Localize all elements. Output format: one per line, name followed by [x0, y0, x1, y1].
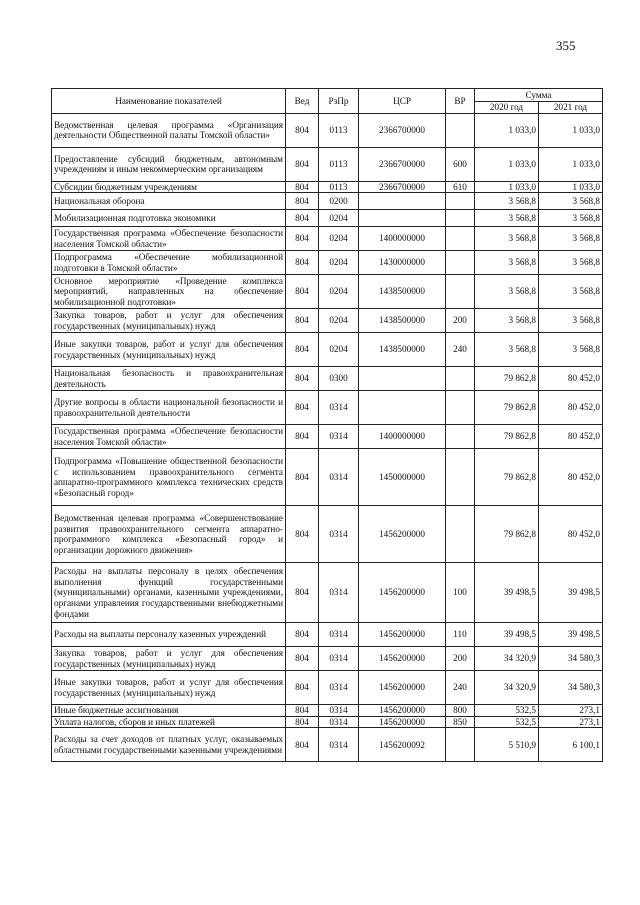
cell-2020: 79 862,8 — [475, 425, 539, 449]
cell-name: Национальная безопасность и правоохранительная деятельность — [52, 367, 286, 391]
cell-csr: 1400000000 — [359, 227, 446, 251]
cell-2021: 80 452,0 — [539, 506, 603, 563]
table-body — [52, 113, 603, 762]
cell-vr: 850 — [446, 716, 475, 728]
cell-2021: 1 033,0 — [539, 181, 603, 193]
cell-vr — [446, 391, 475, 425]
cell-name: Основное мероприятие «Проведение комплекса мероприятий, направленных на обеспечение мобилизационной подготовки» — [52, 275, 286, 309]
budget-table — [51, 88, 603, 762]
cell-csr: 1450000000 — [359, 449, 446, 506]
cell-name: Государственная программа «Обеспечение безопасности населения Томской области» — [52, 227, 286, 251]
header-sum: Сумма — [475, 89, 603, 102]
cell-name: Предоставление субсидий бюджетным, автономным учреждениям и иным некоммерческим организациям — [52, 147, 286, 181]
cell-csr: 1456200000 — [359, 506, 446, 563]
cell-name: Другие вопросы в области национальной безопасности и правоохранительной деятельности — [52, 391, 286, 425]
cell-rzpr: 0314 — [319, 506, 359, 563]
cell-rzpr: 0314 — [319, 391, 359, 425]
table-row — [52, 147, 603, 181]
table-row — [52, 425, 603, 449]
cell-rzpr: 0204 — [319, 309, 359, 333]
cell-ved: 804 — [286, 275, 319, 309]
cell-2020: 79 862,8 — [475, 367, 539, 391]
table-row — [52, 333, 603, 367]
cell-2021: 3 568,8 — [539, 193, 603, 210]
cell-vr: 240 — [446, 671, 475, 705]
cell-csr: 1456200000 — [359, 671, 446, 705]
header-year-2021: 2021 год — [539, 102, 603, 114]
cell-ved: 804 — [286, 425, 319, 449]
header-vr: ВР — [446, 89, 475, 114]
cell-ved: 804 — [286, 181, 319, 193]
cell-2021: 273,1 — [539, 705, 603, 717]
table-row — [52, 309, 603, 333]
table-row — [52, 113, 603, 147]
cell-rzpr: 0204 — [319, 275, 359, 309]
cell-rzpr: 0113 — [319, 181, 359, 193]
cell-2020: 34 320,9 — [475, 647, 539, 671]
cell-name: Иные закупки товаров, работ и услуг для обеспечения государственных (муниципальных) нужд — [52, 671, 286, 705]
table-row — [52, 193, 603, 210]
cell-vr — [446, 506, 475, 563]
header-ved: Вед — [286, 89, 319, 114]
table-row — [52, 181, 603, 193]
cell-vr — [446, 449, 475, 506]
cell-2020: 3 568,8 — [475, 193, 539, 210]
cell-vr: 110 — [446, 623, 475, 647]
cell-ved: 804 — [286, 623, 319, 647]
cell-csr — [359, 391, 446, 425]
cell-name: Закупка товаров, работ и услуг для обеспечения государственных (муниципальных) нужд — [52, 647, 286, 671]
cell-csr: 1438500000 — [359, 333, 446, 367]
table-row — [52, 671, 603, 705]
cell-vr — [446, 275, 475, 309]
cell-2020: 79 862,8 — [475, 506, 539, 563]
cell-2021: 34 580,3 — [539, 647, 603, 671]
table-row — [52, 275, 603, 309]
cell-vr — [446, 193, 475, 210]
cell-name: Государственная программа «Обеспечение безопасности населения Томской области» — [52, 425, 286, 449]
table-row — [52, 647, 603, 671]
cell-rzpr: 0314 — [319, 671, 359, 705]
cell-csr: 1456200000 — [359, 563, 446, 623]
cell-rzpr: 0314 — [319, 716, 359, 728]
cell-ved: 804 — [286, 728, 319, 762]
cell-csr — [359, 367, 446, 391]
cell-csr: 1456200092 — [359, 728, 446, 762]
cell-name: Подпрограмма «Обеспечение мобилизационной подготовки в Томской области» — [52, 251, 286, 275]
cell-name: Субсидии бюджетным учреждениям — [52, 181, 286, 193]
cell-2021: 1 033,0 — [539, 147, 603, 181]
cell-name: Расходы на выплаты персоналу казенных учреждений — [52, 623, 286, 647]
cell-2020: 39 498,5 — [475, 623, 539, 647]
cell-2020: 5 510,9 — [475, 728, 539, 762]
cell-2021: 39 498,5 — [539, 623, 603, 647]
cell-name: Расходы за счет доходов от платных услуг, оказываемых областными государственными казенными учреждениями — [52, 728, 286, 762]
cell-ved: 804 — [286, 449, 319, 506]
cell-2021: 80 452,0 — [539, 367, 603, 391]
cell-ved: 804 — [286, 113, 319, 147]
cell-csr: 1438500000 — [359, 309, 446, 333]
cell-ved: 804 — [286, 647, 319, 671]
cell-name: Мобилизационная подготовка экономики — [52, 210, 286, 227]
cell-2020: 3 568,8 — [475, 251, 539, 275]
cell-ved: 804 — [286, 333, 319, 367]
cell-ved: 804 — [286, 251, 319, 275]
cell-rzpr: 0314 — [319, 728, 359, 762]
cell-vr: 100 — [446, 563, 475, 623]
cell-2020: 79 862,8 — [475, 449, 539, 506]
cell-vr: 240 — [446, 333, 475, 367]
cell-2020: 532,5 — [475, 705, 539, 717]
cell-2021: 80 452,0 — [539, 449, 603, 506]
cell-name: Уплата налогов, сборов и иных платежей — [52, 716, 286, 728]
cell-2020: 3 568,8 — [475, 333, 539, 367]
cell-rzpr: 0314 — [319, 563, 359, 623]
table-row — [52, 210, 603, 227]
cell-rzpr: 0113 — [319, 147, 359, 181]
cell-2021: 80 452,0 — [539, 391, 603, 425]
cell-ved: 804 — [286, 193, 319, 210]
cell-2020: 79 862,8 — [475, 391, 539, 425]
table-row — [52, 227, 603, 251]
cell-rzpr: 0204 — [319, 251, 359, 275]
cell-2021: 6 100,1 — [539, 728, 603, 762]
cell-name: Ведомственная целевая программа «Организация деятельности Общественной палаты Томской области» — [52, 113, 286, 147]
table-row — [52, 449, 603, 506]
cell-name: Иные закупки товаров, работ и услуг для обеспечения государственных (муниципальных) нужд — [52, 333, 286, 367]
header-year-2020: 2020 год — [475, 102, 539, 114]
cell-2020: 3 568,8 — [475, 210, 539, 227]
cell-csr: 2366700000 — [359, 113, 446, 147]
cell-rzpr: 0200 — [319, 193, 359, 210]
cell-2020: 3 568,8 — [475, 275, 539, 309]
cell-rzpr: 0113 — [319, 113, 359, 147]
cell-2021: 3 568,8 — [539, 333, 603, 367]
cell-ved: 804 — [286, 391, 319, 425]
cell-2020: 1 033,0 — [475, 181, 539, 193]
table-row — [52, 705, 603, 717]
cell-rzpr: 0314 — [319, 647, 359, 671]
cell-2021: 1 033,0 — [539, 113, 603, 147]
cell-ved: 804 — [286, 506, 319, 563]
cell-2020: 3 568,8 — [475, 227, 539, 251]
table-row — [52, 391, 603, 425]
cell-csr: 2366700000 — [359, 181, 446, 193]
cell-vr: 600 — [446, 147, 475, 181]
cell-2020: 532,5 — [475, 716, 539, 728]
cell-vr — [446, 425, 475, 449]
cell-name: Закупка товаров, работ и услуг для обеспечения государственных (муниципальных) нужд — [52, 309, 286, 333]
cell-vr — [446, 227, 475, 251]
table-row — [52, 623, 603, 647]
table-row — [52, 251, 603, 275]
cell-vr — [446, 251, 475, 275]
cell-2021: 3 568,8 — [539, 309, 603, 333]
cell-csr: 1456200000 — [359, 623, 446, 647]
cell-ved: 804 — [286, 227, 319, 251]
header-name: Наименование показателей — [52, 89, 286, 114]
cell-2021: 39 498,5 — [539, 563, 603, 623]
cell-2021: 3 568,8 — [539, 227, 603, 251]
cell-rzpr: 0314 — [319, 449, 359, 506]
cell-csr — [359, 193, 446, 210]
cell-csr: 1438500000 — [359, 275, 446, 309]
cell-vr — [446, 728, 475, 762]
cell-csr: 1456200000 — [359, 716, 446, 728]
cell-rzpr: 0204 — [319, 333, 359, 367]
cell-2020: 34 320,9 — [475, 671, 539, 705]
cell-rzpr: 0314 — [319, 705, 359, 717]
cell-vr: 200 — [446, 309, 475, 333]
cell-ved: 804 — [286, 367, 319, 391]
cell-2021: 3 568,8 — [539, 210, 603, 227]
cell-2020: 1 033,0 — [475, 147, 539, 181]
cell-csr — [359, 210, 446, 227]
cell-vr — [446, 367, 475, 391]
cell-2021: 3 568,8 — [539, 251, 603, 275]
cell-ved: 804 — [286, 671, 319, 705]
cell-ved: 804 — [286, 210, 319, 227]
cell-2021: 80 452,0 — [539, 425, 603, 449]
cell-rzpr: 0204 — [319, 210, 359, 227]
cell-rzpr: 0314 — [319, 425, 359, 449]
cell-ved: 804 — [286, 716, 319, 728]
page-number: 355 — [556, 38, 576, 53]
cell-csr: 1456200000 — [359, 705, 446, 717]
table-row — [52, 367, 603, 391]
cell-2020: 3 568,8 — [475, 309, 539, 333]
cell-2021: 34 580,3 — [539, 671, 603, 705]
cell-vr — [446, 113, 475, 147]
table-row — [52, 506, 603, 563]
header-csr: ЦСР — [359, 89, 446, 114]
cell-csr: 1456200000 — [359, 647, 446, 671]
header-rzpr: РзПр — [319, 89, 359, 114]
cell-csr: 1430000000 — [359, 251, 446, 275]
cell-vr: 200 — [446, 647, 475, 671]
cell-ved: 804 — [286, 147, 319, 181]
cell-vr: 800 — [446, 705, 475, 717]
cell-ved: 804 — [286, 309, 319, 333]
table-row — [52, 563, 603, 623]
cell-vr — [446, 210, 475, 227]
cell-name: Ведомственная целевая программа «Совершенствование развития правоохранительного сегмента аппаратно-программного комплекса «Безопасный город» и организации дорожного движения» — [52, 506, 286, 563]
cell-name: Иные бюджетные ассигнования — [52, 705, 286, 717]
cell-2021: 3 568,8 — [539, 275, 603, 309]
cell-rzpr: 0314 — [319, 623, 359, 647]
cell-rzpr: 0204 — [319, 227, 359, 251]
table-row — [52, 716, 603, 728]
cell-2021: 273,1 — [539, 716, 603, 728]
table-row — [52, 728, 603, 762]
cell-2020: 39 498,5 — [475, 563, 539, 623]
cell-name: Подпрограмма «Повышение общественной безопасности с использованием правоохранительного сегмента аппаратно-программного комплекса технических средств «Безопасный город» — [52, 449, 286, 506]
cell-2020: 1 033,0 — [475, 113, 539, 147]
cell-ved: 804 — [286, 705, 319, 717]
cell-csr: 2366700000 — [359, 147, 446, 181]
cell-rzpr: 0300 — [319, 367, 359, 391]
cell-vr: 610 — [446, 181, 475, 193]
cell-name: Национальная оборона — [52, 193, 286, 210]
cell-ved: 804 — [286, 563, 319, 623]
cell-csr: 1400000000 — [359, 425, 446, 449]
cell-name: Расходы на выплаты персоналу в целях обеспечения выполнения функций государственными (муниципальными) органами, казенными учреждениями, органами управления государственными внебюджетными фондами — [52, 563, 286, 623]
